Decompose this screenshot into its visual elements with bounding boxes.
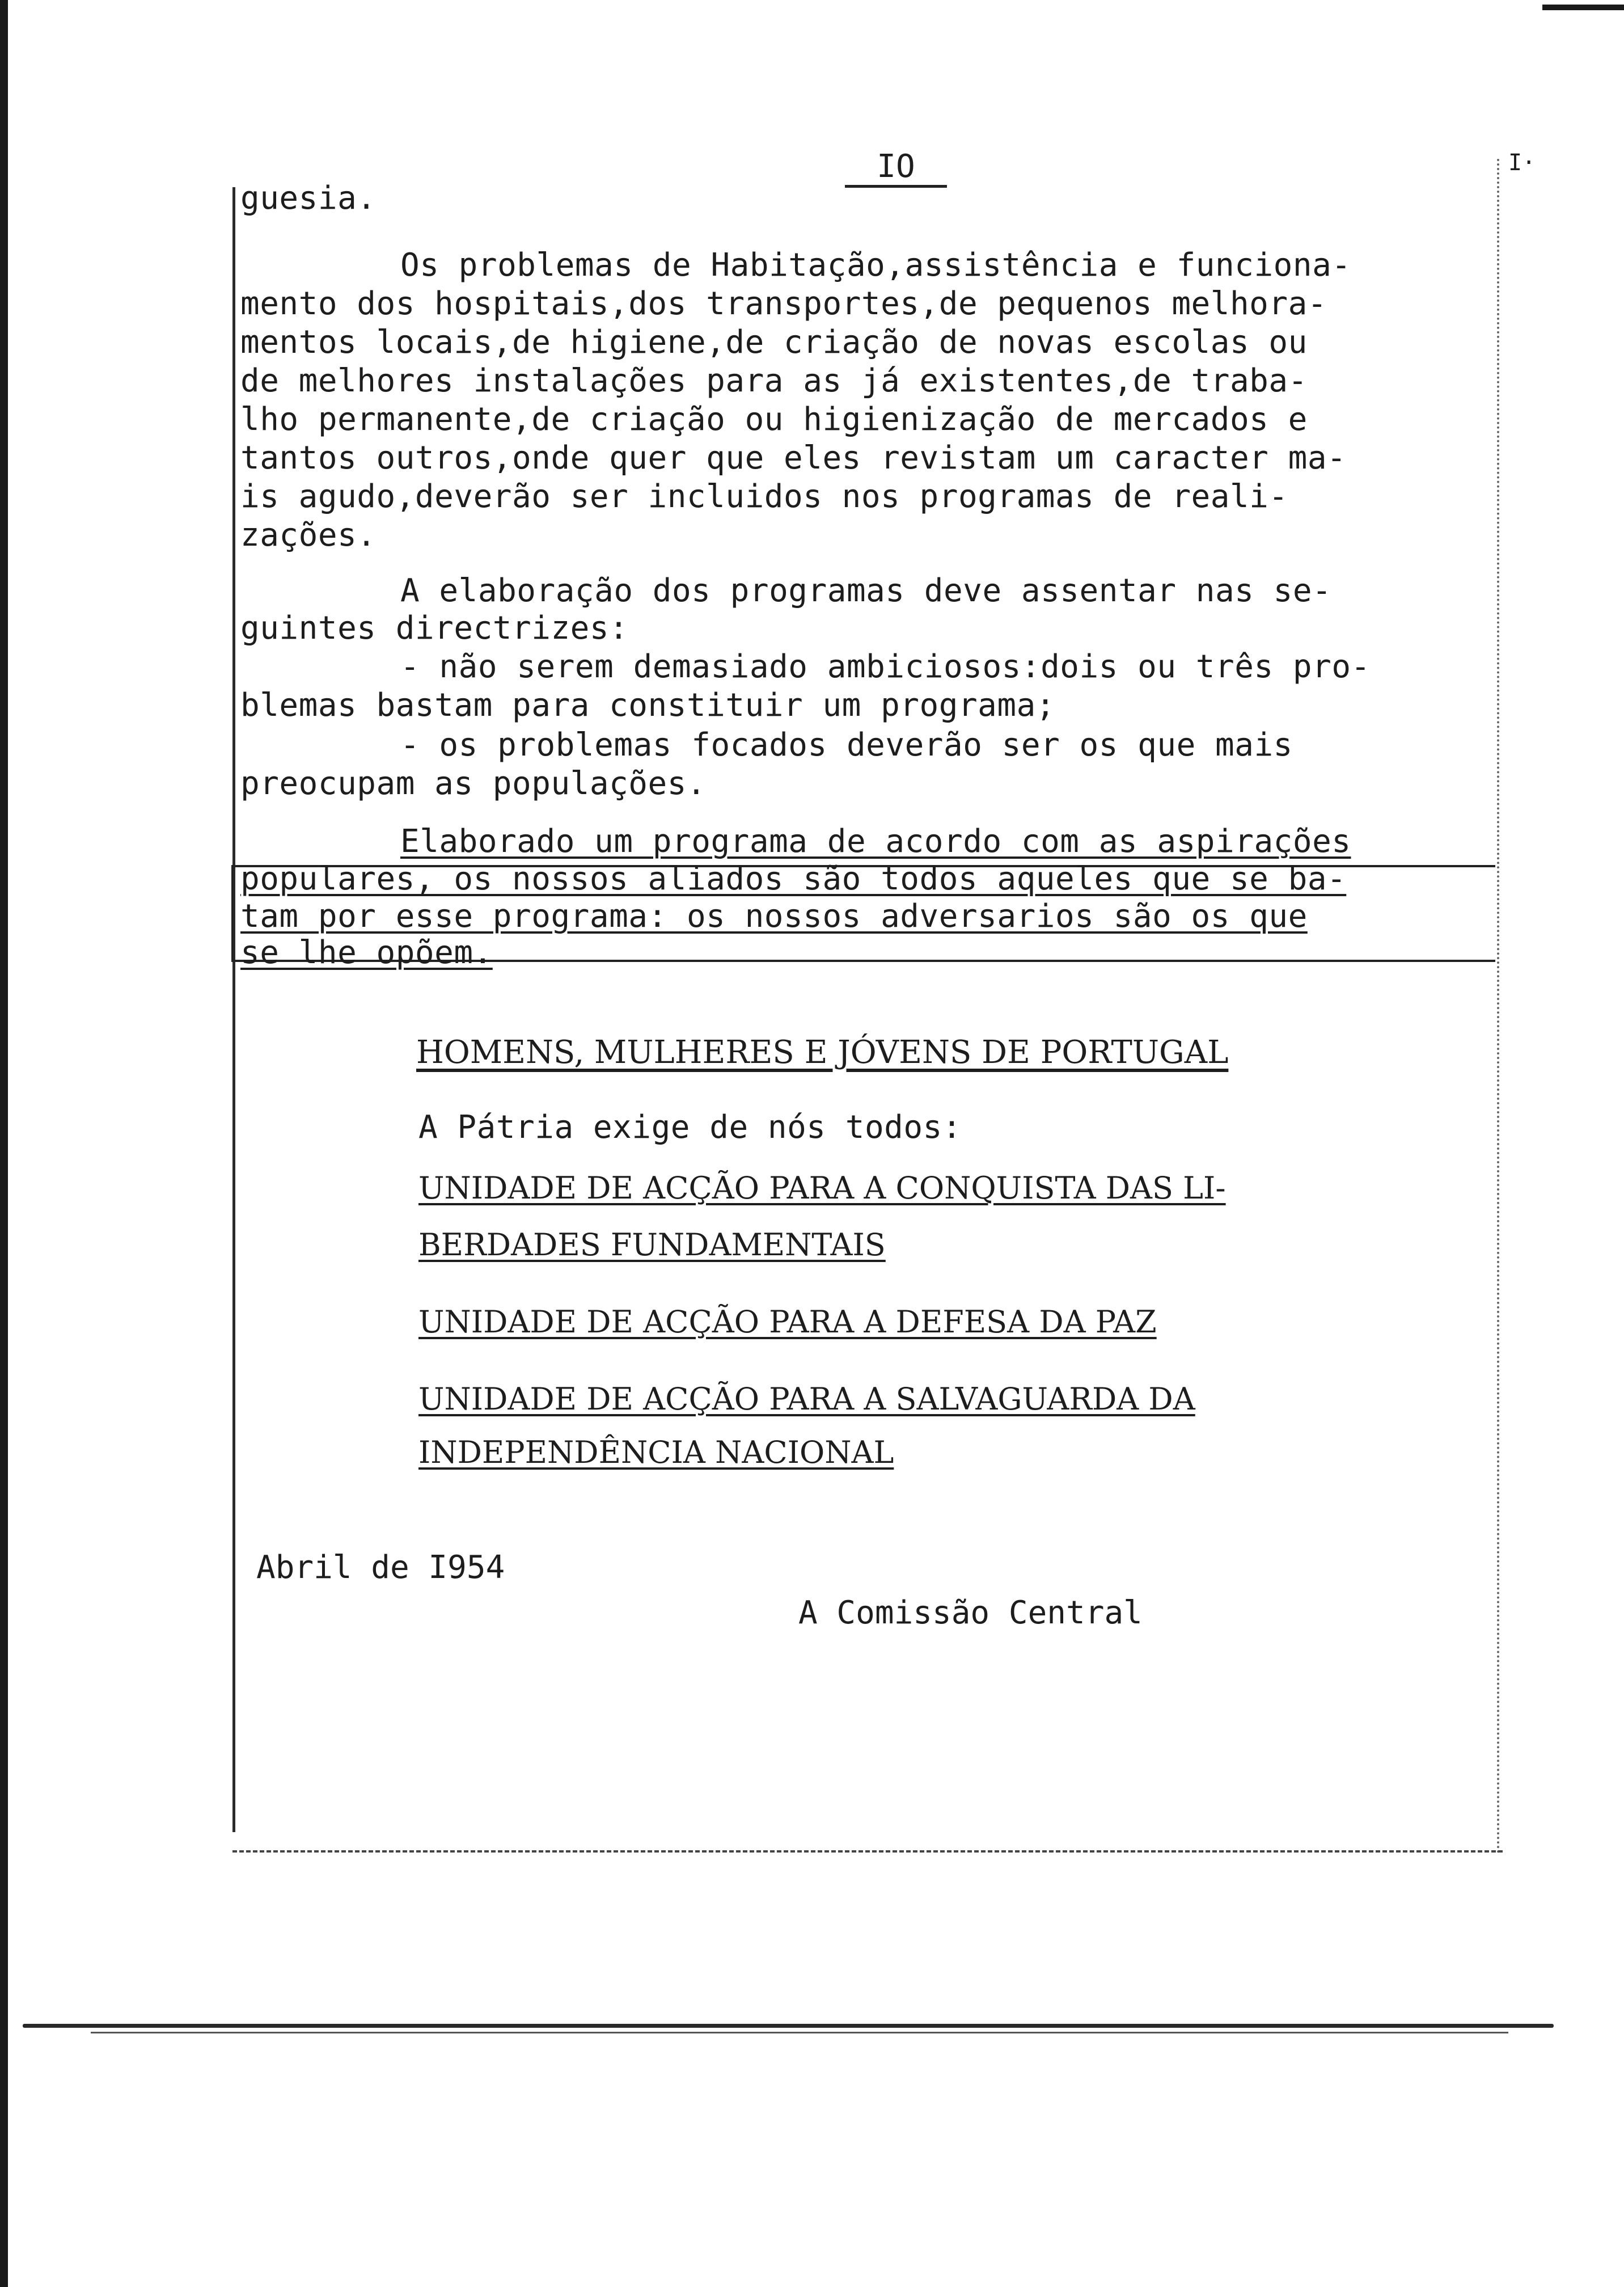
bottom-rule (23, 2024, 1554, 2028)
paragraph-1-line: mentos locais,de higiene,de criação de novas escolas ou (240, 324, 1308, 361)
paragraph-1-line: mento dos hospitais,dos transportes,de pequenos melhora- (240, 285, 1327, 322)
right-margin-dots (1497, 159, 1499, 1855)
paragraph-2-line: - os problemas focados deverão ser os que mais (400, 727, 1293, 763)
paragraph-2-line: preocupam as populações. (240, 765, 707, 802)
closing-signature: A Comissão Central (798, 1594, 1143, 1631)
page-number: IO (845, 149, 947, 188)
appeal-heading: HOMENS, MULHERES E JÓVENS DE PORTUGAL (416, 1034, 1229, 1071)
paragraph-1-line: tantos outros,onde quer que eles revistam um caracter ma- (240, 440, 1347, 476)
appeal-item: UNIDADE DE ACÇÃO PARA A SALVAGUARDA DA (418, 1381, 1195, 1417)
paragraph-fragment: guesia. (240, 180, 377, 217)
paragraph-3-line: Elaborado um programa de acordo com as aspirações (400, 823, 1351, 860)
paragraph-1-line: de melhores instalações para as já existentes,de traba- (240, 362, 1308, 399)
corner-mark: I· (1508, 150, 1536, 176)
paragraph-2-line: blemas bastam para constituir um programa; (240, 687, 1056, 724)
paragraph-3-line: tam por esse programa: os nossos adversarios são os que (240, 898, 1308, 935)
paragraph-3-line: populares, os nossos aliados são todos aqueles que se ba- (240, 860, 1347, 897)
paragraph-2-line: A elaboração dos programas deve assentar nas se- (400, 572, 1332, 609)
scan-edge-top (1542, 5, 1624, 10)
paragraph-1-line: is agudo,deverão ser incluidos nos programas de reali- (240, 478, 1288, 515)
left-margin-bar (232, 187, 235, 1832)
appeal-item: INDEPENDÊNCIA NACIONAL (418, 1434, 894, 1470)
bottom-dashed-line (232, 1850, 1503, 1853)
paragraph-1-line: Os problemas de Habitação,assistência e funciona- (400, 247, 1351, 284)
paragraph-2-line: guintes directrizes: (240, 610, 629, 647)
closing-date: Abril de I954 (256, 1549, 505, 1586)
bottom-rule-secondary (91, 2032, 1508, 2033)
paragraph-3-line: se lhe opõem. (240, 934, 493, 971)
paragraph-1-line: zações. (240, 517, 377, 554)
appeal-intro: A Pátria exige de nós todos: (418, 1109, 962, 1146)
scan-edge-left (0, 0, 8, 2287)
appeal-item: BERDADES FUNDAMENTAIS (418, 1227, 886, 1263)
appeal-item: UNIDADE DE ACÇÃO PARA A CONQUISTA DAS LI- (418, 1170, 1226, 1206)
paragraph-2-line: - não serem demasiado ambiciosos:dois ou três pro- (400, 648, 1371, 685)
paragraph-1-line: lho permanente,de criação ou higienização de mercados e (240, 401, 1308, 438)
appeal-item: UNIDADE DE ACÇÃO PARA A DEFESA DA PAZ (418, 1304, 1157, 1340)
